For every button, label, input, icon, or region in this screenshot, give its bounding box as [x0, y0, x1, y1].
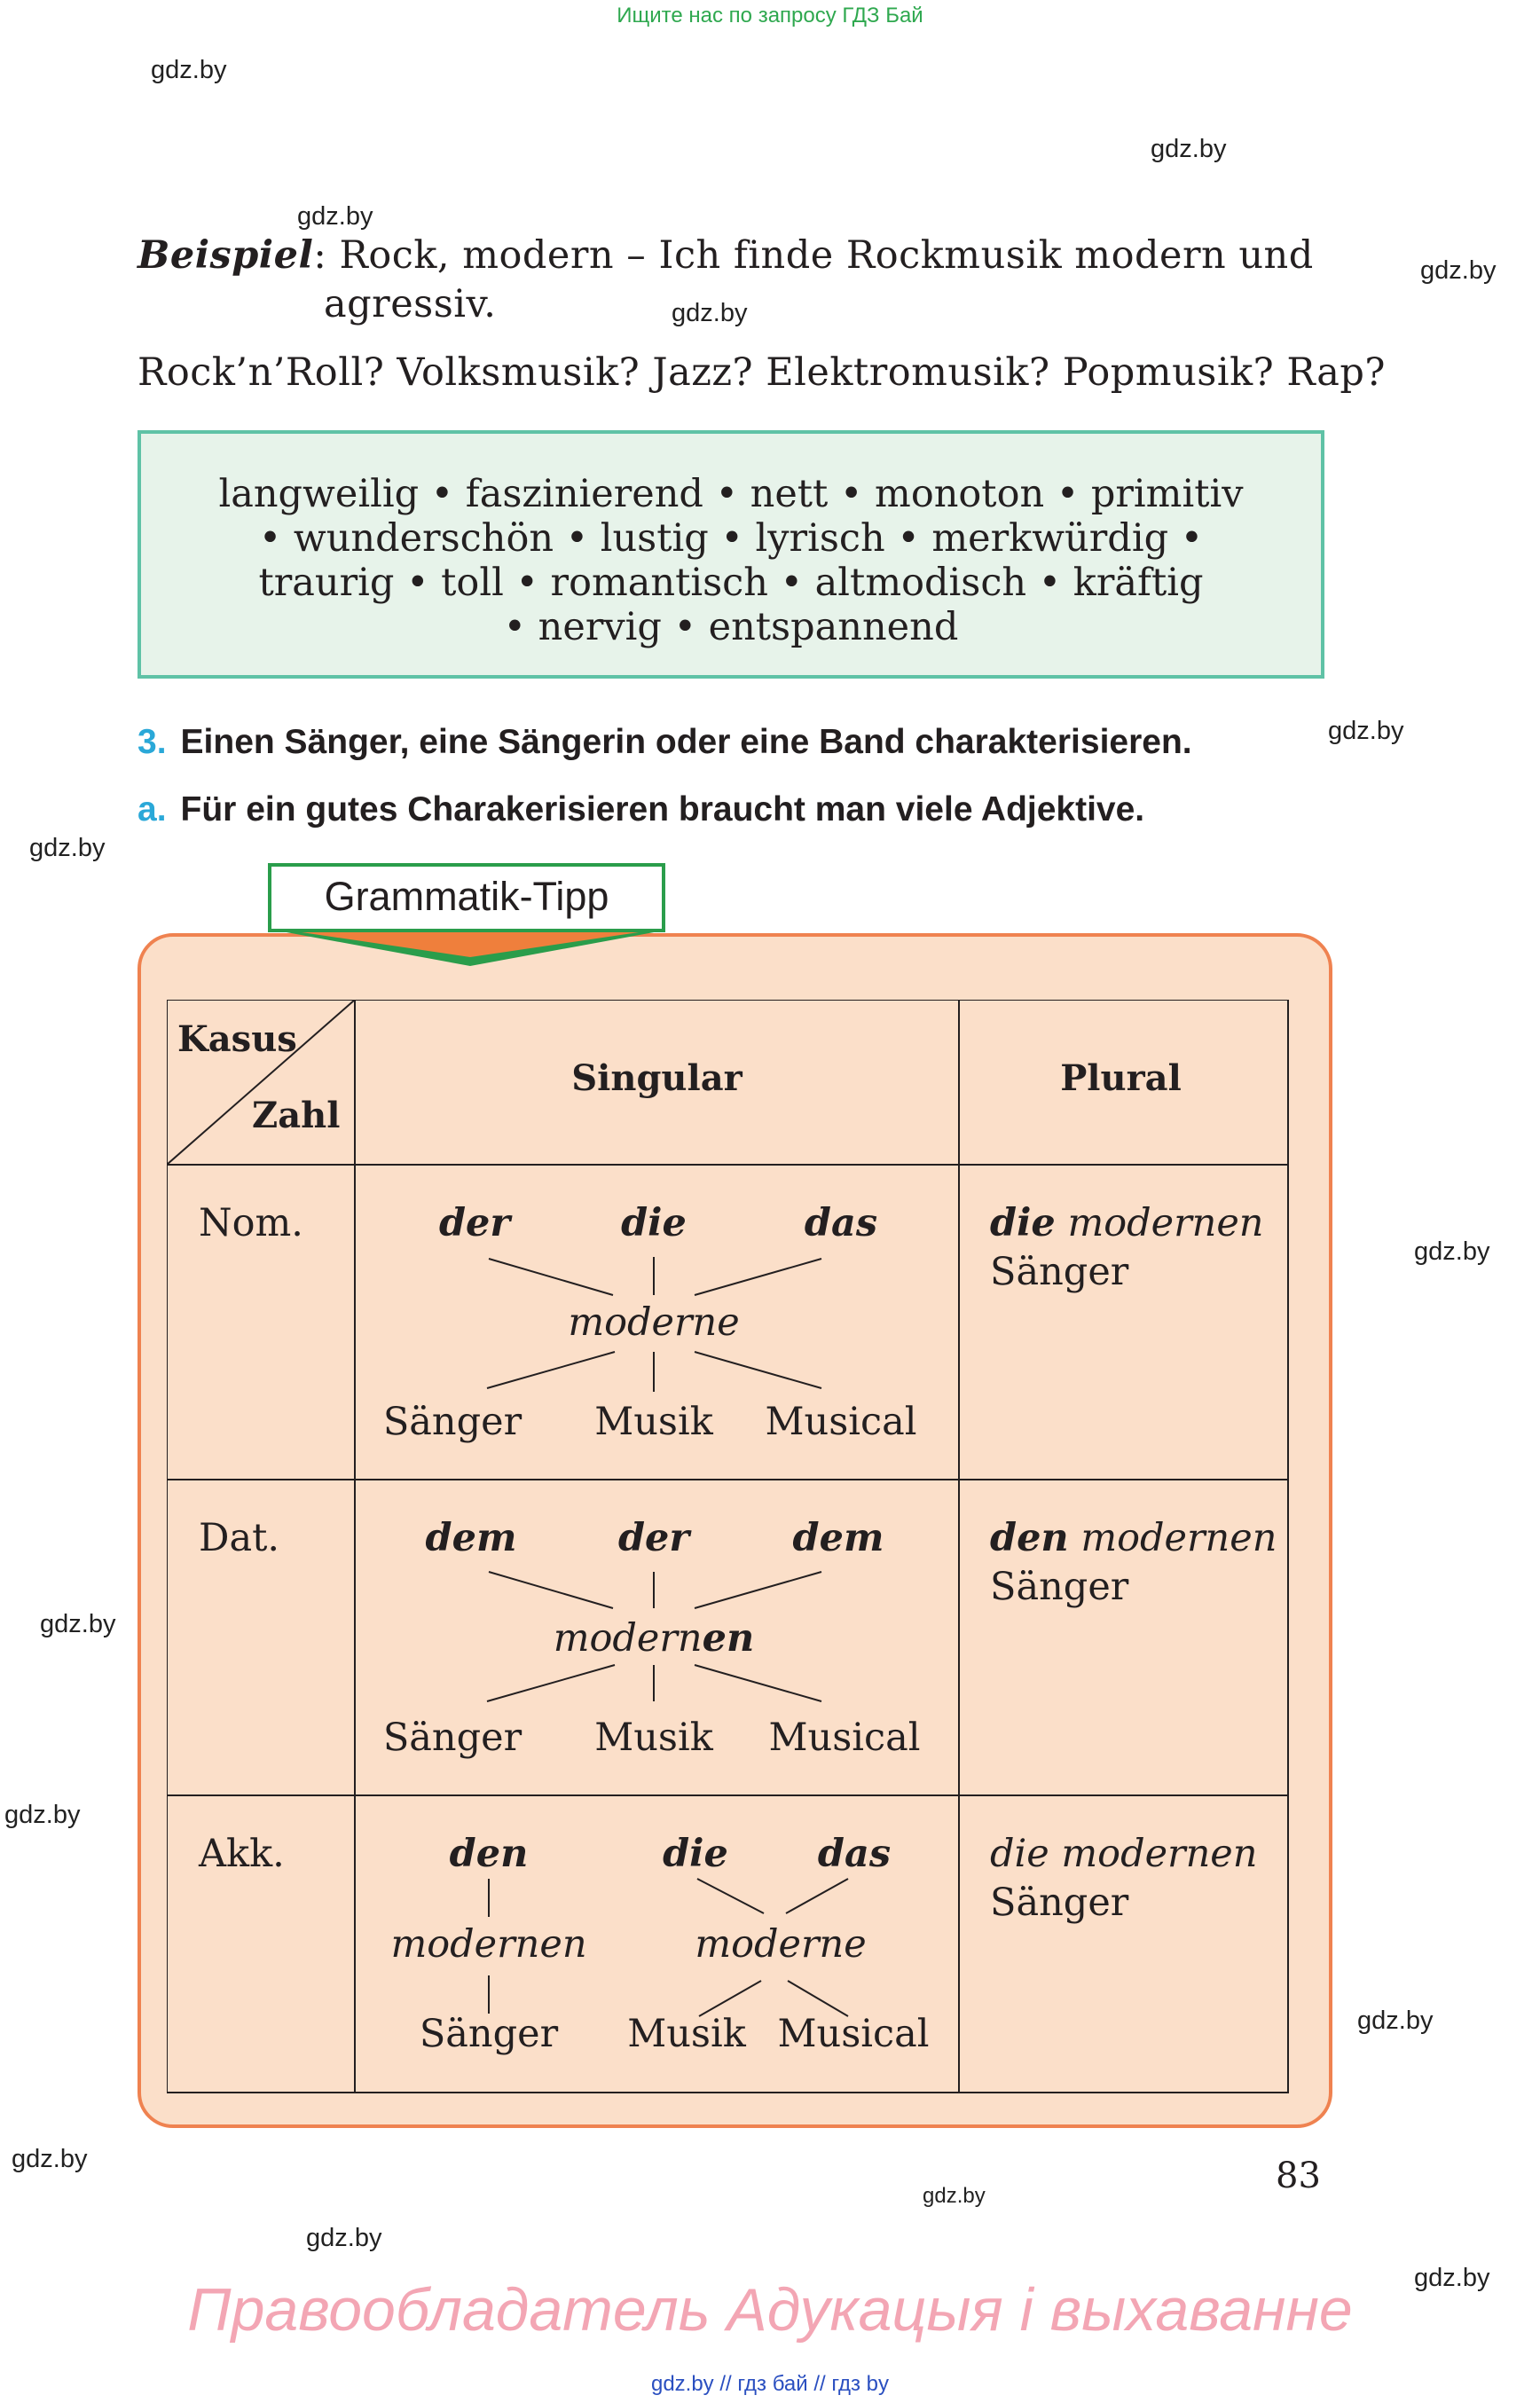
zahl-label: Zahl: [252, 1095, 341, 1136]
task-number: 3.: [138, 723, 167, 761]
watermark: gdz.by: [1420, 256, 1497, 285]
noun: Musical: [768, 1716, 921, 1760]
plural-noun: Sänger: [990, 1565, 1129, 1609]
plural-article: den: [990, 1516, 1069, 1560]
watermark: gdz.by: [4, 1801, 81, 1829]
adjectives-line: • nervig • entspannend: [503, 605, 959, 649]
article: der: [438, 1201, 511, 1245]
noun: Musik: [627, 2012, 746, 2056]
watermark: gdz.by: [12, 2145, 88, 2173]
tab-pointer-icon: [277, 931, 664, 968]
adjective-ending: en: [702, 1616, 755, 1661]
copyright-notice: Правообладатель Адукацыя і выхаванне: [187, 2276, 1353, 2344]
watermark: gdz.by: [1151, 135, 1227, 163]
plural-noun: Sänger: [990, 1250, 1129, 1294]
plural-noun: Sänger: [990, 1881, 1129, 1925]
singular-header: Singular: [571, 1057, 742, 1099]
plural-form: [990, 1201, 1263, 1245]
example-continuation: agressiv.: [324, 282, 497, 326]
article: die: [621, 1201, 687, 1245]
article: den: [449, 1832, 529, 1876]
plural-article: die: [990, 1832, 1049, 1876]
noun: Sänger: [419, 2012, 559, 2056]
task-text: Einen Sänger, eine Sängerin oder eine Band charakterisieren.: [180, 723, 1192, 761]
article: der: [617, 1516, 690, 1560]
noun: Sänger: [382, 1716, 522, 1760]
plural-adjective: modernen: [1080, 1516, 1277, 1560]
adjective: [547, 1616, 760, 1661]
watermark: gdz.by: [923, 2184, 986, 2208]
kasus-label: Kasus: [177, 1018, 297, 1060]
plural-form: [990, 1832, 1257, 1876]
watermark: gdz.by: [40, 1610, 116, 1638]
page-number: 83: [1276, 2156, 1321, 2196]
adjective: moderne: [568, 1300, 740, 1345]
header-note: Ищите нас по запросу ГДЗ Бай: [617, 4, 923, 27]
adjective: moderne: [695, 1922, 867, 1967]
noun: Musik: [594, 1400, 713, 1444]
example-line: Beispiel: Rock, modern – Ich finde Rockmusik modern und: [138, 233, 1314, 278]
plural-form: [990, 1516, 1277, 1560]
watermark: gdz.by: [1328, 717, 1404, 745]
article: das: [817, 1832, 892, 1876]
article: dem: [792, 1516, 884, 1560]
genres-question: Rock’n’Roll? Volksmusik? Jazz? Elektromusik? Popmusik? Rap?: [138, 350, 1386, 395]
adjectives-line: traurig • toll • romantisch • altmodisch • kräftig: [258, 561, 1204, 605]
example-text: Rock, modern – Ich finde Rockmusik modern und: [339, 233, 1314, 278]
case-nom: Nom.: [199, 1201, 303, 1245]
task-3-heading: [138, 723, 1192, 762]
adjectives-line: • wunderschön • lustig • lyrisch • merkwürdig •: [258, 516, 1204, 561]
adjectives-box: [138, 430, 1324, 679]
task-text: Für ein gutes Charakerisieren braucht man viele Adjektive.: [180, 790, 1145, 828]
task-3a-heading: [138, 790, 1144, 829]
noun: Musik: [594, 1716, 713, 1760]
article: dem: [425, 1516, 517, 1560]
article: die: [663, 1832, 728, 1876]
adjective-stem: modern: [553, 1616, 703, 1661]
noun: Sänger: [382, 1400, 522, 1444]
watermark: gdz.by: [151, 56, 227, 84]
bottom-links[interactable]: gdz.by // гдз бай // гдз by: [650, 2372, 890, 2396]
noun: Musical: [765, 1400, 917, 1444]
watermark: gdz.by: [1414, 1237, 1490, 1266]
plural-article: die: [990, 1201, 1056, 1245]
grammar-tip-title: Grammatik-Tipp: [268, 863, 665, 932]
adjective: modernen: [390, 1922, 587, 1967]
plural-adjective: modernen: [1067, 1201, 1264, 1245]
noun: Musical: [777, 2012, 930, 2056]
watermark: gdz.by: [672, 299, 748, 327]
plural-adjective: modernen: [1061, 1832, 1258, 1876]
watermark: gdz.by: [1414, 2264, 1490, 2292]
watermark: gdz.by: [306, 2224, 382, 2252]
case-akk: Akk.: [199, 1832, 285, 1876]
watermark: gdz.by: [297, 202, 373, 231]
case-dat: Dat.: [199, 1516, 280, 1560]
example-label: Beispiel: [138, 233, 314, 278]
watermark: gdz.by: [1357, 2006, 1434, 2035]
task-number: a.: [138, 790, 167, 828]
adjectives-line: langweilig • faszinierend • nett • monoton • primitiv: [218, 472, 1244, 516]
article: das: [804, 1201, 878, 1245]
plural-header: Plural: [1060, 1057, 1182, 1099]
watermark: gdz.by: [29, 834, 106, 862]
